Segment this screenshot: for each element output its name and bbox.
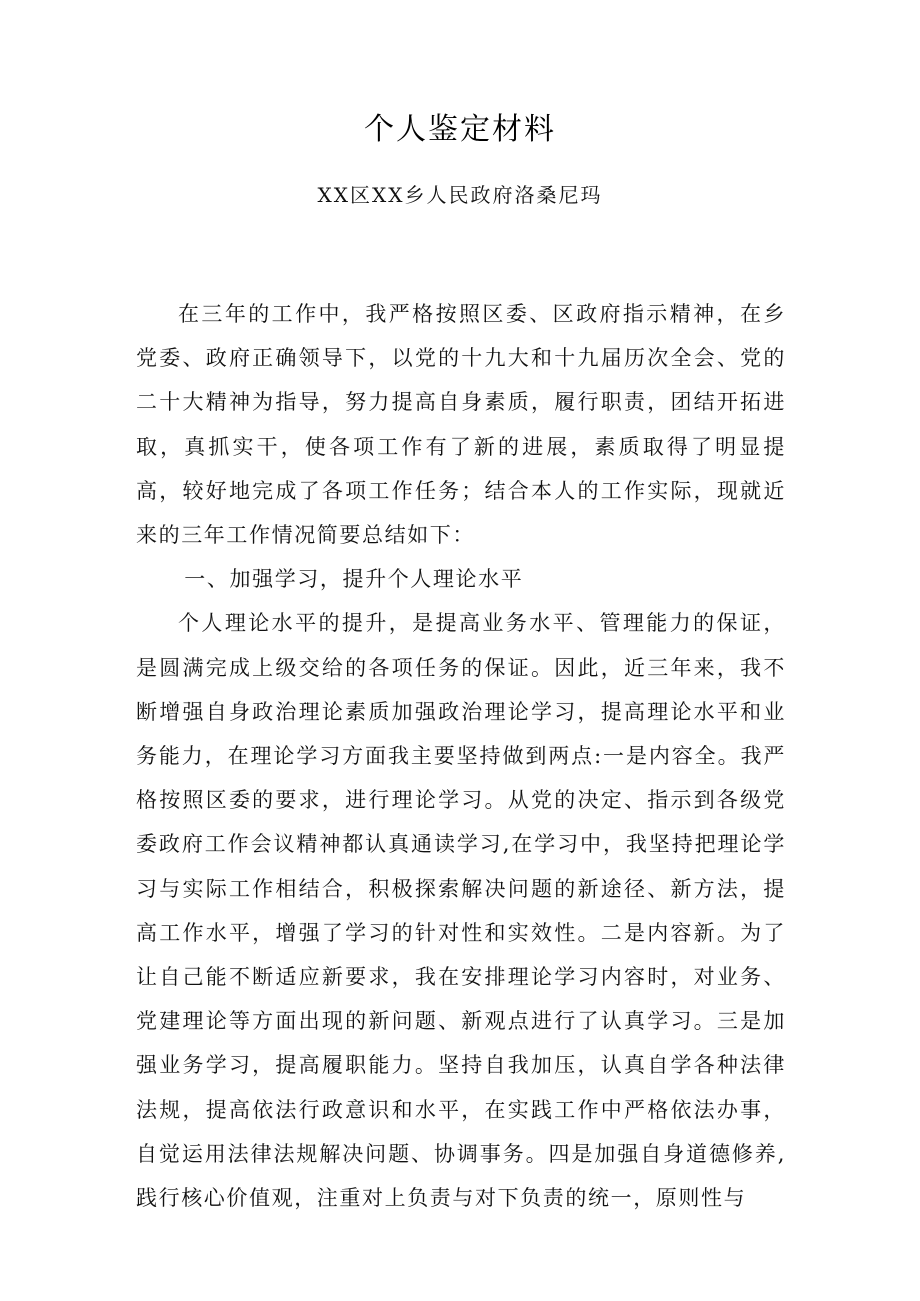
intro-paragraph: 在三年的工作中，我严格按照区委、区政府指示精神，在乡党委、政府正确领导下，以党的十九大和十九届历次全会、党的二十大精神为指导，努力提高自身素质，履行职责，团结开拓进取，真抓实干，使各项工作有了新的进展，素质取得了明显提高，较好地完成了各项工作任务；结合本人的工作实际，现就近来的三年工作情况简要总结如下： bbox=[136, 302, 786, 548]
document-title: 个人鉴定材料 bbox=[364, 112, 556, 147]
section-heading: 一、加强学习，提升个人理论水平 bbox=[184, 567, 524, 592]
section-paragraph: 个人理论水平的提升，是提高业务水平、管理能力的保证，是圆满完成上级交给的各项任务的保证。因此，近三年来，我不断增强自身政治理论素质加强政治理论学习，提高理论水平和业务能力，在理论学习方面我主要坚持做到两点:一是内容全。我严格按照区委的要求，进行理论学习。从党的决定、指示到各级党委政府工作会议精神都认真通读学习,在学习中，我坚持把理论学习与实际工作相结合，积极探索解决问题的新途径、新方法，提高工作水平，增强了学习的针对性和实效性。二是内容新。为了让自己能不断适应新要求，我在安排理论学习内容时，对业务、党建理论等方面出现的新问题、新观点进行了认真学习。三是加强业务学习，提高履职能力。坚持自我加压，认真自学各种法律法规，提高依法行政意识和水平，在实践工作中严格依法办事，自觉运用法律法规解决问题、协调事务。四是加强自身道德修养,践行核心价值观，注重对上负责与对下负责的统一，原则性与 bbox=[136, 611, 786, 1211]
document-body bbox=[136, 292, 786, 1220]
author-line: XX区XX乡人民政府洛桑尼玛 bbox=[317, 183, 603, 207]
